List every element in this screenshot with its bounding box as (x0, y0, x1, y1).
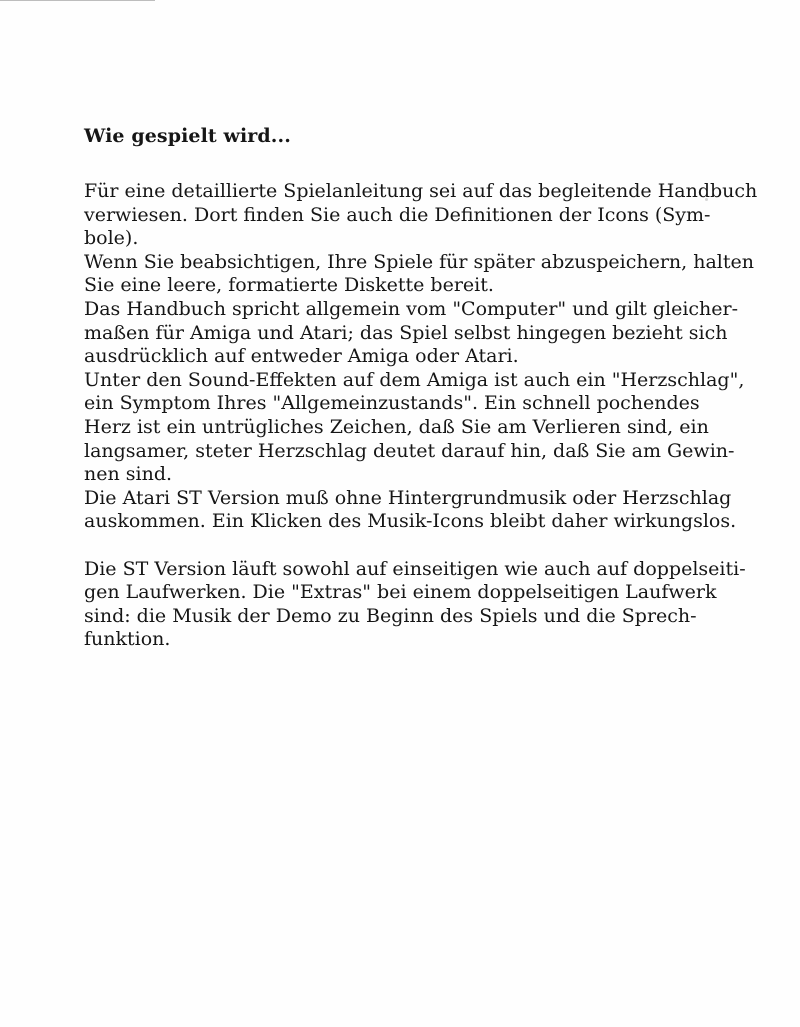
text-line: Sie eine leere, formatierte Diskette bereit. (84, 274, 494, 297)
paragraph-2 (84, 557, 746, 652)
text-line: langsamer, steter Herzschlag deutet darauf hin, daß Sie am Gewin- (84, 439, 735, 462)
text-line: bole). (84, 227, 139, 250)
text-line: Das Handbuch spricht allgemein vom "Computer" und gilt gleicher- (84, 297, 739, 320)
text-line: Die ST Version läuft sowohl auf einseitigen wie auch auf doppelseiti- (84, 557, 746, 580)
text-line: Unter den Sound-Effekten auf dem Amiga ist auch ein "Herzschlag", (84, 368, 745, 391)
text-line: sind: die Musik der Demo zu Beginn des Spiels und die Sprech- (84, 604, 697, 627)
text-line: nen sind. (84, 463, 173, 486)
text-line: ein Symptom Ihres "Allgemeinzustands". Ein schnell pochendes (84, 392, 700, 415)
text-line: funktion. (84, 628, 171, 651)
scan-edge-line (0, 0, 155, 1)
section-heading: Wie gespielt wird... (84, 125, 291, 147)
text-line: gen Laufwerken. Die "Extras" bei einem doppelseitigen Laufwerk (84, 581, 717, 604)
paragraph-1 (84, 180, 758, 534)
text-line: Wenn Sie beabsichtigen, Ihre Spiele für später abzuspeichern, halten (84, 250, 755, 273)
text-line: Herz ist ein untrügliches Zeichen, daß Sie am Verlieren sind, ein (84, 415, 709, 438)
text-line: ausdrücklich auf entweder Amiga oder Atari. (84, 345, 519, 368)
text-line: Für eine detaillierte Spielanleitung sei auf das begleitende Handbuch (84, 180, 758, 202)
text-line: verwiesen. Dort finden Sie auch die Definitionen der Icons (Sym- (84, 203, 711, 226)
text-line: maßen für Amiga und Atari; das Spiel selbst hingegen bezieht sich (84, 321, 728, 344)
document-content (84, 120, 758, 652)
text-line: auskommen. Ein Klicken des Musik-Icons bleibt daher wirkungslos. (84, 510, 737, 533)
text-line: Die Atari ST Version muß ohne Hintergrundmusik oder Herzschlag (84, 486, 732, 509)
